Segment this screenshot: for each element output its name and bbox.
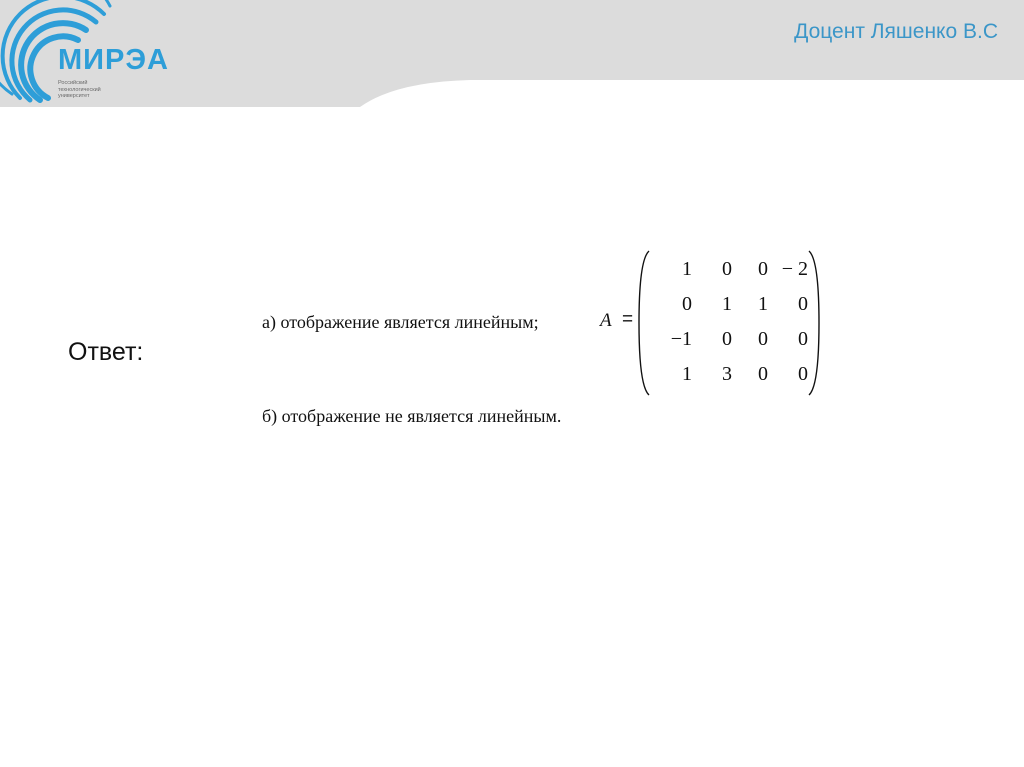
matrix-cell: 1 (682, 258, 692, 280)
logo-wordmark: МИРЭА (58, 44, 169, 76)
matrix-a (638, 250, 820, 396)
matrix-cell: 0 (682, 293, 692, 315)
matrix-cell: 1 (758, 293, 768, 315)
author-title: Доцент Ляшенко В.С (794, 20, 998, 43)
matrix-cell: 0 (798, 363, 808, 385)
matrix-cell: 0 (722, 328, 732, 350)
logo-subtitle-line: технологический (58, 86, 101, 93)
equals-sign: = (622, 309, 634, 330)
matrix-cell: 1 (722, 293, 732, 315)
right-paren-icon (808, 250, 820, 396)
logo-subtitle (58, 80, 138, 100)
matrix-cell: 3 (722, 363, 732, 385)
matrix-cell: − 2 (781, 258, 808, 280)
part-b-text: б) отображение не является линейным. (262, 406, 562, 426)
matrix-cell: 0 (758, 328, 768, 350)
logo-subtitle-line: Российский (58, 80, 88, 86)
matrix-name: A (600, 310, 612, 331)
matrix-cell: 0 (758, 363, 768, 385)
matrix-cell: 0 (758, 258, 768, 280)
logo-subtitle-line: университет (58, 93, 90, 99)
matrix-cell: 0 (798, 328, 808, 350)
answer-label: Ответ: (68, 338, 144, 366)
matrix-cell: 1 (682, 363, 692, 385)
matrix-cell: −1 (670, 328, 692, 350)
left-paren-icon (638, 250, 650, 396)
matrix-cell: 0 (722, 258, 732, 280)
part-a-text: а) отображение является линейным; (262, 312, 539, 332)
matrix-cells (652, 252, 808, 392)
university-logo (0, 0, 175, 115)
matrix-cell: 0 (798, 293, 808, 315)
